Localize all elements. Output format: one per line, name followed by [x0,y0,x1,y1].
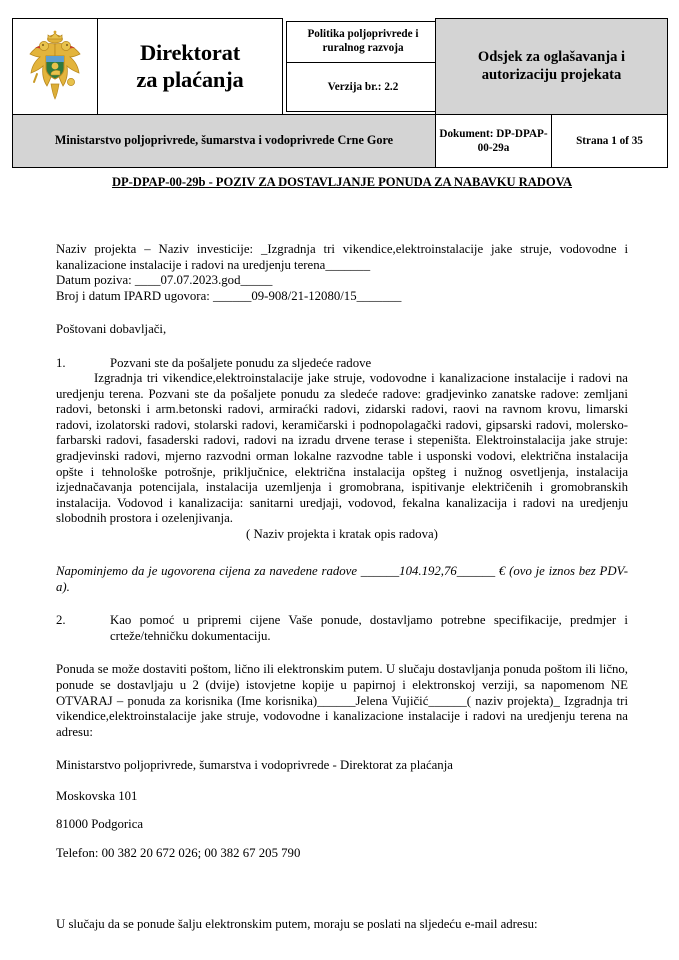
item-2-number: 2. [56,613,66,628]
version-row [287,62,440,111]
policy-row [287,21,440,62]
item-1-heading: Pozvani ste da pošaljete ponudu za sljedeće radove [110,355,372,370]
address-organization: Ministarstvo poljoprivrede, šumarstva i vodoprivrede - Direktorat za plaćanja [56,758,453,773]
address-city: 81000 Podgorica [56,817,144,832]
salutation: Poštovani dobavljači, [56,322,167,337]
version-cell: Verzija br.: 2.2 [287,62,440,111]
document-body [56,175,628,933]
project-name-line: Naziv projekta – Naziv investicije: _Izgradnja tri vikendice,elektroinstalacije jake struje, vodovodne i kanalizacione instalacije i radovi na uredjenju terena_______ [56,242,628,272]
email-note: U slučaju da se ponude šalju elektronskim putem, moraju se poslati na sljedeću e-mail adresu: [56,917,538,932]
document-id-cell: Dokument: DP-DPAP-00-29a [436,114,552,167]
header-table-row-bottom [13,114,668,167]
department-cell: Odsjek za oglašavanja i autorizaciju projekata [436,19,668,115]
directorate-title-cell [98,19,283,115]
item-1-number: 1. [56,355,66,370]
directorate-title-line2: za plaćanja [136,67,244,93]
directorate-title-line1: Direktorat [139,39,241,65]
item-1-body: Izgradnja tri vikendice,elektroinstalacije jake struje, vodovodne i kanalizacione instalacije i radovi na uredjenju terena. Pozvani ste da pošaljete ponudu za sledeće radove: gradjevinko zanatske radove: zemljani radovi, betonski i arm.betonski radovi, armiraćki radovi, zidarski radovi, raovi na ravnom krovu, limarski radovi, izolatorski radovi, stolarski radovi, keramičarski i podnopolagački radovi, gipsarski radovi, molersko-farbarski radovi, fasaderski radovi, radovi na izradu drvene terase i stepeništa. Elektroinstalacija jake struje: gradjevinski radovi, mjerno razvodni orman lokalne razvodne table i usponski vodovi, električna instalacija opšte i tehnološke potrošnje, priključnice, električna instalacija opšteg i nužnog osvetljenja, instalacija izjednačavanja potencijala, instalacija uzemljenja i gromobrana, ispitivanje električenih i gromobranskih instalacija. Vodovod i kanalizacija: sanitarni uredjaji, vodovod, fekalna kanalizacija i radovi na uredjenju slobodnih prostora i ozelenjivanja. [56,371,628,526]
policy-version-stack [283,19,436,115]
submission-paragraph: Ponuda se može dostaviti poštom, lično ili elektronskim putem. U slučaju dostavljanja ponuda poštom ili lično, ponude se dostavljaju u 2 (dvije) istovjetne kopije u papirnoj i elektronskoj verziji, sa napomenom NE OTVARAJ – ponuda za korisnika (Ime korisnika)______Jelena Vujičić______( naziv projekta)_ Izgradnja tri vikendice,elektroinstalacije jake struje, vodovodne i kanalizacione instalacije i radovi na uredjenju terena na adresu: [56,662,628,739]
item-1-heading-row [56,356,628,372]
policy-cell: Politika poljoprivrede i ruralnog razvoja [287,21,440,62]
price-note: Napominjemo da je ugovorena cijena za navedene radove ______104.192,76______ € (ovo je iznos bez PDV-a). [56,564,628,594]
item-1-caption: ( Naziv projekta i kratak opis radova) [246,526,438,541]
address-phone: Telefon: 00 382 20 672 026; 00 382 67 205 790 [56,845,301,860]
invitation-date-line: Datum poziva: ____07.07.2023.god_____ [56,273,273,288]
document-header [12,18,668,168]
page-number-cell: Strana 1 of 35 [552,114,668,167]
policy-version-table [286,21,440,112]
ministry-cell: Ministarstvo poljoprivrede, šumarstva i vodoprivrede Crne Gore [13,114,436,167]
item-2-row [56,613,628,644]
page-title: DP-DPAP-00-29b - POZIV ZA DOSTAVLJANJE PONUDA ZA NABAVKU RADOVA [111,175,573,189]
address-street: Moskovska 101 [56,788,138,803]
montenegro-coat-of-arms-icon [24,30,86,102]
header-table [12,18,668,168]
crest-cell [13,19,98,115]
ipard-contract-line: Broj i datum IPARD ugovora: ______09-908/21-12080/15_______ [56,288,402,303]
item-2-body: Kao pomoć u pripremi cijene Vaše ponude, dostavljamo potrebne specifikacije, predmjer i crteže/tehničku dokumentaciju. [110,613,628,643]
